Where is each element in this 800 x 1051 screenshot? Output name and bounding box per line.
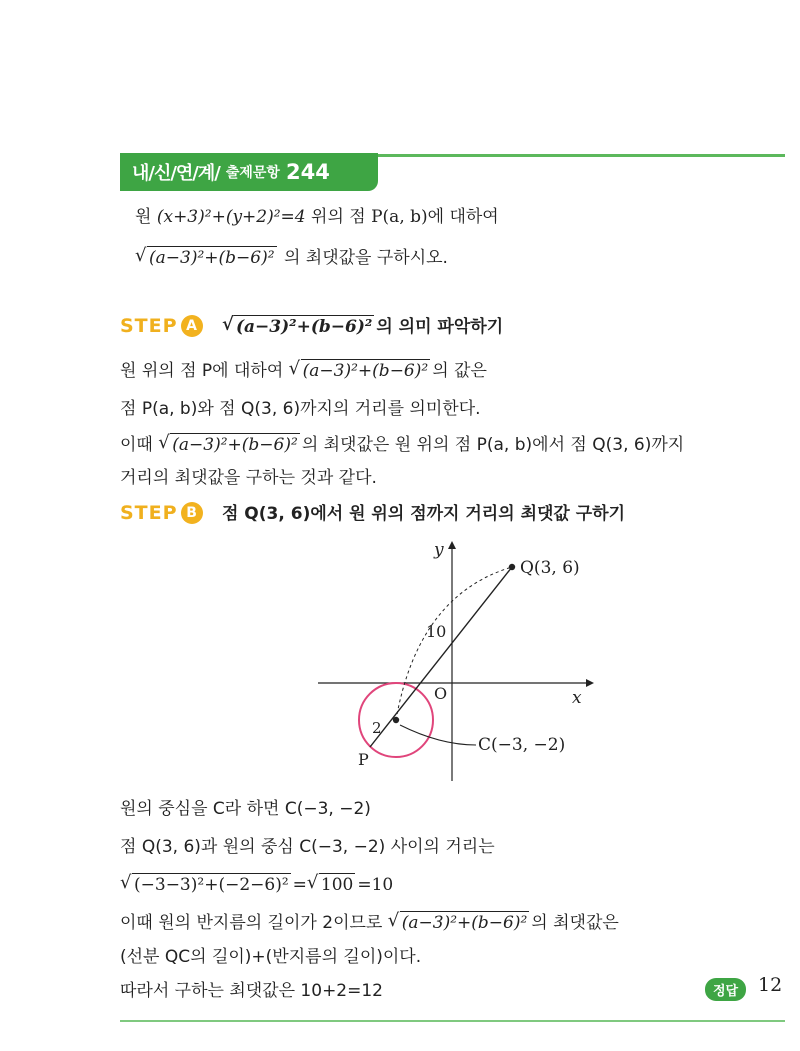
step-a-line-2: 점 P(a, b)와 점 Q(3, 6)까지의 거리를 의미한다. — [120, 399, 481, 419]
step-b-title: 점 Q(3, 6)에서 원 위의 점까지 거리의 최댓값 구하기 — [221, 504, 626, 524]
step-a-line-4: 거리의 최댓값을 구하는 것과 같다. — [120, 468, 377, 488]
point-q-dot — [509, 564, 515, 570]
solution-line-3: √ (−3−3)²+(−2−6)² =√ 100 =10 — [120, 872, 393, 898]
coordinate-figure — [300, 535, 620, 785]
problem-mid2: 에 대하여 — [427, 207, 499, 227]
sqrt-expression: √ (a−3)²+(b−6)² — [135, 245, 277, 271]
problem-suffix: 의 최댓값을 구하시오. — [283, 248, 448, 268]
footer-rule — [120, 1020, 785, 1022]
ten-label: 10 — [426, 622, 447, 641]
q-label: Q(3, 6) — [520, 558, 580, 578]
problem-badge — [120, 153, 378, 191]
point-p: P(a, b) — [371, 207, 428, 227]
step-a-label: STEP — [120, 315, 178, 337]
answer-value: 12 — [758, 974, 783, 996]
step-b-circle: B — [181, 502, 203, 524]
problem-mid1: 위의 점 — [311, 207, 366, 227]
step-a-circle: A — [181, 315, 203, 337]
y-axis-arrow — [448, 541, 456, 549]
problem-line-2 — [135, 245, 448, 271]
step-b-label: STEP — [120, 502, 178, 524]
solution-line-1: 원의 중심을 C라 하면 C(−3, −2) — [120, 799, 371, 819]
solution-line-2: 점 Q(3, 6)과 원의 중심 C(−3, −2) 사이의 거리는 — [120, 837, 495, 857]
problem-line-1 — [135, 204, 499, 230]
step-a-title: √ (a−3)²+(b−6)² 의 의미 파악하기 — [222, 317, 503, 337]
x-label: x — [572, 688, 582, 708]
step-a-line-3: 이때 √ (a−3)²+(b−6)² 의 최댓값은 원 위의 점 P(a, b)에서 점 Q(3, 6)까지 — [120, 432, 684, 458]
c-label: C(−3, −2) — [478, 735, 566, 755]
badge-main-text: 내/신/연/계/ — [132, 163, 220, 184]
circle-equation: (x+3)²+(y+2)²=4 — [156, 207, 306, 227]
origin-label: O — [434, 684, 448, 703]
badge-sub-text: 출제문항 — [225, 165, 280, 181]
answer-badge: 정답 — [705, 978, 746, 1001]
y-label: y — [434, 540, 444, 560]
step-a-line-1: 원 위의 점 P에 대하여 √ (a−3)²+(b−6)² 의 값은 — [120, 358, 487, 384]
step-a-heading — [120, 313, 503, 340]
problem-prefix: 원 — [135, 207, 152, 227]
solution-line-4: 이때 원의 반지름의 길이가 2이므로 √ (a−3)²+(b−6)² 의 최댓값은 — [120, 910, 619, 936]
segment-pq — [370, 567, 512, 747]
two-label: 2 — [372, 719, 382, 737]
leader-c — [400, 725, 476, 745]
x-axis-arrow — [586, 679, 594, 687]
solution-line-6: 따라서 구하는 최댓값은 10+2=12 — [120, 981, 383, 1001]
solution-line-5: (선분 QC의 길이)+(반지름의 길이)이다. — [120, 947, 422, 967]
problem-number: 244 — [285, 160, 330, 184]
step-b-heading — [120, 500, 625, 527]
point-c-dot — [393, 717, 399, 723]
p-label: P — [358, 750, 369, 769]
